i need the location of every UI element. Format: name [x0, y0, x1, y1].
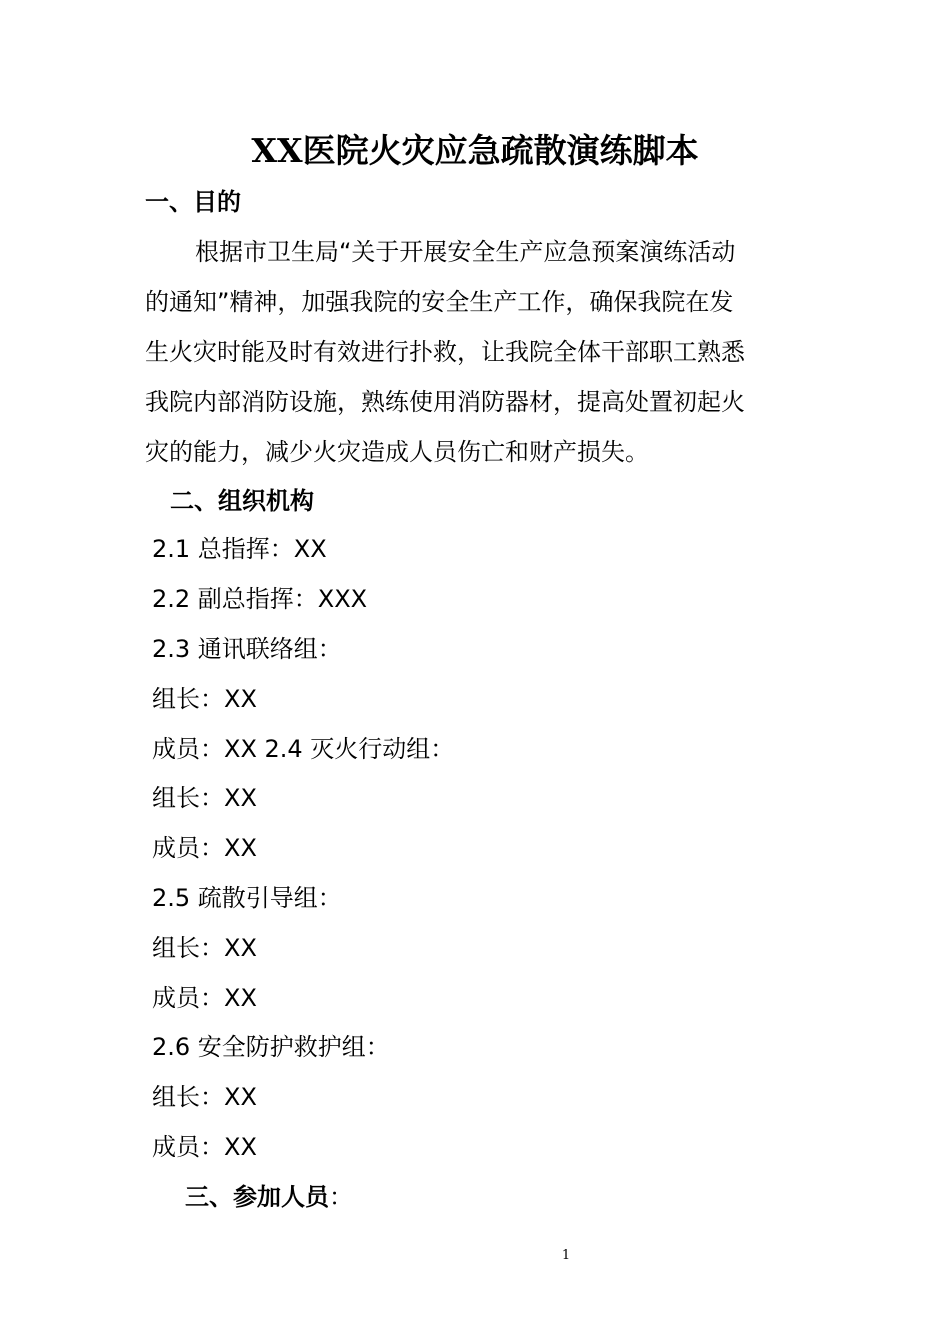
org-line-safety-rescue-group: 2.6 安全防护救护组： [152, 1033, 390, 1061]
document-title: XX医院火灾应急疏散演练脚本 [251, 131, 699, 170]
org-line-deputy-commander: 2.2 副总指挥：XXX [152, 585, 368, 613]
org-line-leader: 组长：XX [152, 685, 257, 713]
org-line-member: 成员：XX [152, 1133, 257, 1161]
org-line-commander: 2.1 总指挥：XX [152, 535, 327, 563]
org-line-member: 成员：XX [152, 834, 257, 862]
org-line-member: 成员：XX 2.4 灭火行动组： [152, 735, 455, 763]
org-line-leader: 组长：XX [152, 934, 257, 962]
org-line-member: 成员：XX [152, 984, 257, 1012]
paragraph-line-5: 灾的能力，减少火灾造成人员伤亡和财产损失。 [145, 438, 649, 466]
section-heading-organization: 二、组织机构 [170, 487, 314, 515]
org-line-leader: 组长：XX [152, 784, 257, 812]
section-heading-purpose: 一、目的 [145, 188, 241, 216]
section-heading-participants [185, 1180, 353, 1214]
section-heading-participants-colon: ： [329, 1183, 353, 1211]
paragraph-line-4: 我院内部消防设施，熟练使用消防器材，提高处置初起火 [145, 388, 745, 416]
paragraph-line-2: 的通知”精神，加强我院的安全生产工作，确保我院在发 [145, 288, 734, 316]
section-heading-participants-text: 三、参加人员 [185, 1183, 329, 1211]
org-line-evacuation-group: 2.5 疏散引导组： [152, 884, 342, 912]
paragraph-line-1: 根据市卫生局“关于开展安全生产应急预案演练活动 [195, 238, 736, 266]
org-line-leader: 组长：XX [152, 1083, 257, 1111]
page-number: 1 [561, 1248, 571, 1263]
org-line-communication-group: 2.3 通讯联络组： [152, 635, 342, 663]
paragraph-line-3: 生火灾时能及时有效进行扑救，让我院全体干部职工熟悉 [145, 338, 745, 366]
